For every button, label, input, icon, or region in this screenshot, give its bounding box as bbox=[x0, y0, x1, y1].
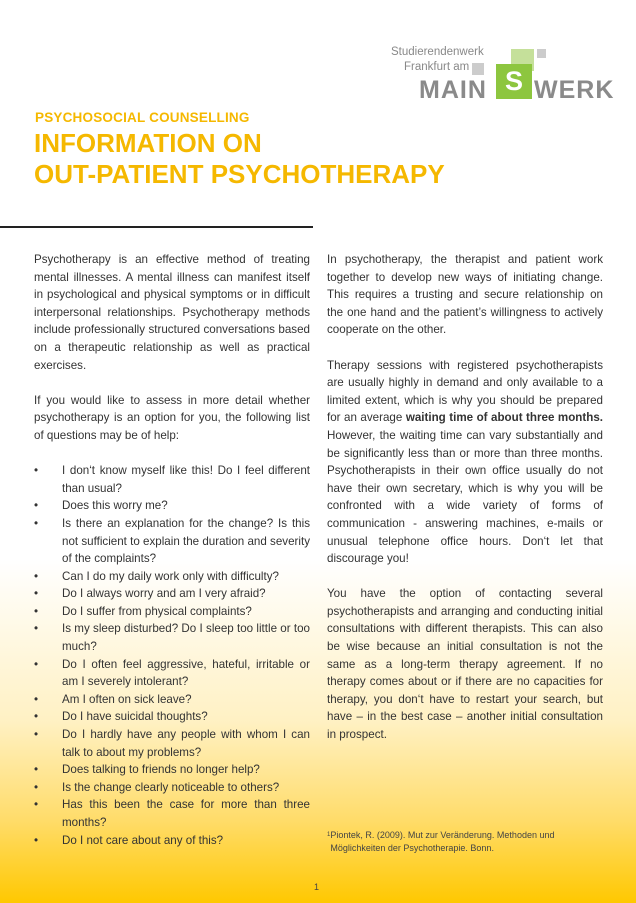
bullet: • bbox=[34, 798, 39, 812]
left-column bbox=[34, 251, 310, 849]
logo-main: MAIN bbox=[419, 76, 487, 104]
question-item bbox=[34, 761, 310, 779]
intro-paragraph: Psychotherapy is an effective method of treating mental illnesses. A mental illness can manifest itself in psychological and physical symptoms or in difficult interpersonal relationships. Psychotherapy methods include professionally structured conversations based on a therapeutic relationship as well as practical exercises. bbox=[34, 253, 310, 372]
questions-list bbox=[34, 462, 310, 849]
logo-werk: WERK bbox=[534, 76, 615, 104]
bullet: • bbox=[34, 710, 39, 724]
therapy-relationship-paragraph: In psychotherapy, the therapist and patient work together to develop new ways of initiating change. This requires a trusting and secure relationship on the one hand and the patient’s willingness to actively cooperate on the other. bbox=[327, 253, 603, 337]
bullet: • bbox=[34, 569, 39, 583]
divider-rule bbox=[0, 226, 313, 228]
question-item bbox=[34, 691, 310, 709]
question-item bbox=[34, 832, 310, 850]
bullet: • bbox=[34, 499, 39, 513]
footnote-text: Piontek, R. (2009). Mut zur Veränderung. Methoden und Möglichkeiten der Psychotherapie. Bonn. bbox=[330, 830, 555, 853]
bullet: • bbox=[34, 780, 39, 794]
question-item bbox=[34, 568, 310, 586]
right-column bbox=[327, 251, 603, 761]
question-text: Is my sleep disturbed? Do I sleep too little or too much? bbox=[62, 622, 310, 654]
footnote-mark: 1 bbox=[327, 832, 331, 838]
question-text: Do I often feel aggressive, hateful, irritable or am I severely intolerant? bbox=[62, 657, 310, 689]
question-text: Do I always worry and am I very afraid? bbox=[62, 587, 266, 601]
title-line-1: INFORMATION ON bbox=[34, 128, 262, 158]
question-item bbox=[34, 462, 310, 497]
question-text: Is there an explanation for the change? Is this not sufficient to explain the duration and severity of the complaints? bbox=[62, 516, 310, 566]
footnote bbox=[327, 829, 570, 855]
question-text: Does talking to friends no longer help? bbox=[62, 763, 260, 777]
waiting-text-b: However, the waiting time can vary substantially and be significantly less than or more than three months. Psychotherapists in their own office usually do not have their own secretary, which is why you will be confronted with a wide variety of forms of communication - answering machines, e-mails or unusual telephone office hours. Don‘t let that discourage you! bbox=[327, 428, 603, 566]
logo-s: S bbox=[504, 66, 523, 96]
bullet: • bbox=[34, 516, 39, 530]
question-item bbox=[34, 708, 310, 726]
question-text: Does this worry me? bbox=[62, 499, 168, 513]
studierendenwerk-logo bbox=[388, 44, 615, 104]
questions-intro: If you would like to assess in more detail whether psychotherapy is an option for you, the following list of questions may be of help: bbox=[34, 393, 310, 442]
logo-square-gray-small bbox=[537, 49, 546, 58]
bullet: • bbox=[34, 692, 39, 706]
logo-square-gray bbox=[472, 63, 484, 75]
logo-line2: Frankfurt am bbox=[404, 61, 470, 73]
question-item bbox=[34, 779, 310, 797]
bullet: • bbox=[34, 657, 39, 671]
question-item bbox=[34, 603, 310, 621]
page-title bbox=[34, 128, 445, 190]
waiting-time-paragraph bbox=[327, 357, 603, 568]
bullet: • bbox=[34, 728, 39, 742]
question-text: Is the change clearly noticeable to others? bbox=[62, 780, 280, 794]
waiting-text-a: Therapy sessions with registered psychotherapists are usually highly in demand and only available to a limited extent, which is why you should be prepared for an average bbox=[327, 358, 603, 425]
question-text: Do I hardly have any people with whom I can talk to about my problems? bbox=[62, 728, 310, 759]
question-text: I don‘t know myself like this! Do I feel different than usual? bbox=[62, 464, 310, 495]
logo-s-block bbox=[496, 64, 532, 99]
question-item bbox=[34, 726, 310, 761]
consultation-paragraph: You have the option of contacting several psychotherapists and arranging and conducting initial consultations with different therapists. This can also be wise because an initial consultation is not the same as a long-term therapy agreement. If no therapy comes about or if there are no capacities for therapy, you don‘t have to restart your search, but have – in the best case – another initial consultation in prospect. bbox=[327, 587, 603, 742]
question-text: Do I not care about any of this? bbox=[62, 833, 224, 847]
bullet: • bbox=[34, 622, 39, 636]
question-item bbox=[34, 620, 310, 655]
bullet: • bbox=[34, 833, 39, 847]
question-text: Do I have suicidal thoughts? bbox=[62, 710, 208, 724]
logo-line1: Studierendenwerk bbox=[391, 46, 484, 58]
question-item bbox=[34, 796, 310, 831]
question-item bbox=[34, 515, 310, 568]
question-text: Am I often on sick leave? bbox=[62, 692, 192, 706]
question-item bbox=[34, 585, 310, 603]
bullet: • bbox=[34, 587, 39, 601]
bullet: • bbox=[34, 604, 39, 618]
section-kicker: PSYCHOSOCIAL COUNSELLING bbox=[35, 110, 250, 125]
bullet: • bbox=[34, 763, 39, 777]
question-item bbox=[34, 656, 310, 691]
title-line-2: OUT-PATIENT PSYCHOTHERAPY bbox=[34, 159, 445, 189]
question-item bbox=[34, 497, 310, 515]
question-text: Has this been the case for more than three months? bbox=[62, 798, 310, 829]
question-text: Can I do my daily work only with difficulty? bbox=[62, 569, 279, 583]
question-text: Do I suffer from physical complaints? bbox=[62, 604, 252, 618]
page-number: 1 bbox=[314, 882, 320, 892]
bullet: • bbox=[34, 464, 39, 478]
waiting-time-bold: waiting time of about three months. bbox=[405, 411, 603, 425]
